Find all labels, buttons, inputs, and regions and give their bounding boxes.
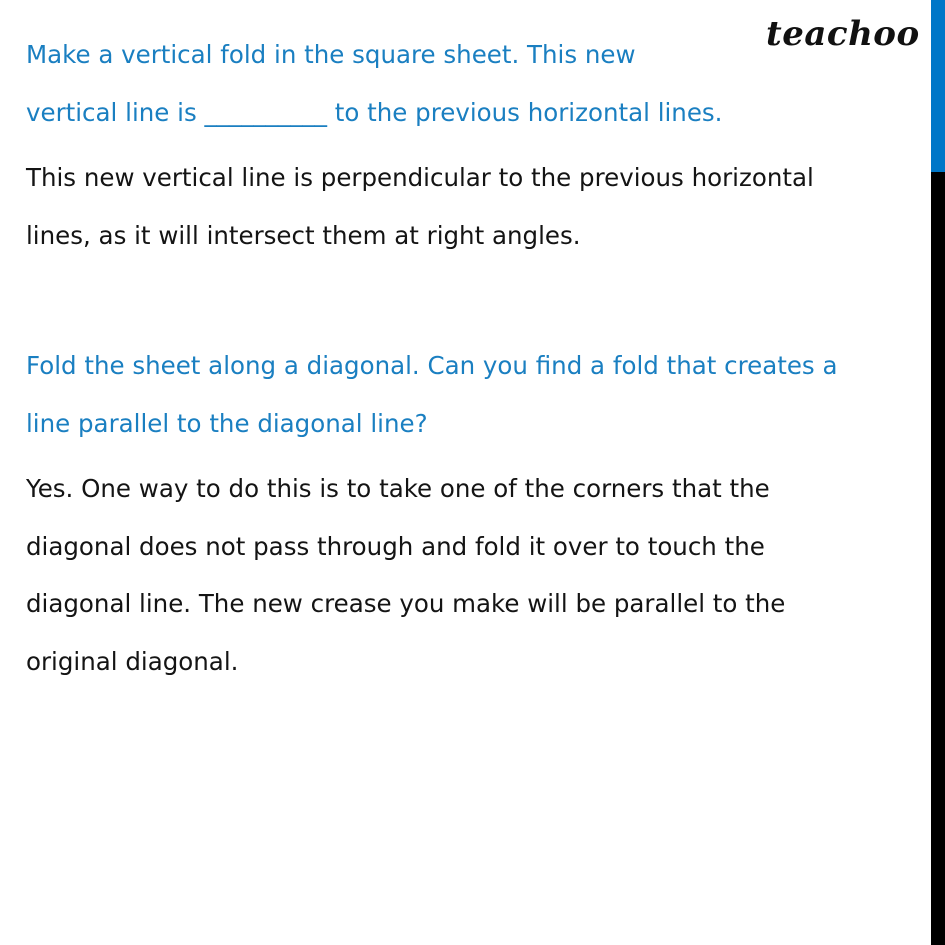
side-bar-accent — [931, 0, 945, 172]
answer-1-line-2: lines, as it will intersect them at right angles. — [26, 221, 581, 250]
answer-2-line-1: Yes. One way to do this is to take one of the corners that the — [26, 474, 770, 503]
answer-2-line-2: diagonal does not pass through and fold it over to touch the — [26, 532, 765, 561]
question-1-line-2: vertical line is __________ to the previous horizontal lines. — [26, 98, 723, 127]
question-1-line-1: Make a vertical fold in the square sheet. This new — [26, 40, 636, 69]
right-side-bar — [931, 0, 945, 945]
answer-1-line-1: This new vertical line is perpendicular to the previous horizontal — [26, 163, 814, 192]
answer-2-line-3: diagonal line. The new crease you make will be parallel to the — [26, 589, 786, 618]
question-2-line-1: Fold the sheet along a diagonal. Can you find a fold that creates a — [26, 351, 838, 380]
answer-2-line-4: original diagonal. — [26, 647, 239, 676]
teachoo-logo: teachoo — [766, 14, 920, 54]
question-2-line-2: line parallel to the diagonal line? — [26, 409, 428, 438]
